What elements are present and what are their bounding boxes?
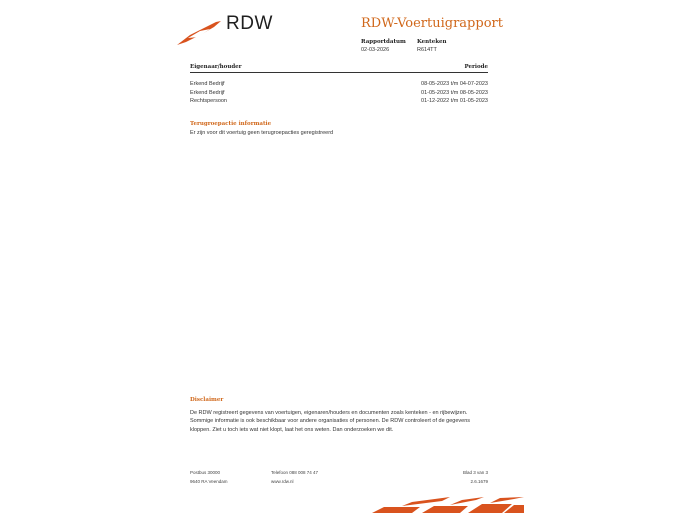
report-date-label: Rapportdatum: [361, 39, 406, 45]
recall-text: Er zijn voor dit voertuig geen terugroepacties geregistreerd: [190, 130, 334, 136]
logo-text: RDW: [226, 13, 273, 34]
plate-label: Kenteken: [417, 39, 447, 45]
period-cell: 01-12-2022 t/m 01-05-2023: [421, 98, 488, 104]
disclaimer-line: kloppen. Ziet u toch iets wat niet klopt, laat het ons weten. Dan onderzoeken we dit.: [190, 427, 394, 433]
footer-page-number: Blad 3 van 3: [462, 470, 488, 475]
rdw-logo-icon: [176, 20, 222, 46]
period-cell: 08-05-2023 t/m 04-07-2023: [421, 81, 488, 87]
recall-title: Terugroepactie informatie: [190, 121, 272, 127]
table-row: [190, 98, 488, 106]
footer-postcode: 9640 RA Veendam: [190, 479, 228, 484]
disclaimer-title: Disclaimer: [190, 397, 224, 403]
owner-cell: Erkend Bedrijf: [190, 90, 225, 96]
table-row: [190, 90, 488, 98]
report-date-value: 02-03-2026: [361, 47, 390, 53]
table-rule: [190, 72, 488, 73]
period-column-header: Periode: [464, 64, 488, 70]
disclaimer-line: De RDW registreert gegevens van voertuigen, eigenaren/houders en documenten zoals kenteken - en rijbewijzen.: [190, 410, 468, 416]
footer-doc-code: 2.6.1679: [470, 479, 488, 484]
footer-website-link[interactable]: www.rdw.nl: [271, 479, 294, 484]
disclaimer-line: Sommige informatie is ook beschikbaar voor andere organisaties of personen. De RDW controleert of de gegevens: [190, 418, 471, 424]
table-row: [190, 81, 488, 89]
owner-cell: Erkend Bedrijf: [190, 81, 225, 87]
document-title: RDW-Voertuigrapport: [361, 16, 503, 31]
plate-value: R614TT: [417, 47, 437, 53]
footer-phone: Telefoon 088 008 74 47: [271, 470, 319, 475]
period-cell: 01-05-2023 t/m 08-05-2023: [421, 90, 488, 96]
decorative-stripes-icon: [372, 497, 524, 514]
footer-postbus: Postbus 30000: [190, 470, 221, 475]
owner-cell: Rechtspersoon: [190, 98, 227, 104]
owner-column-header: Eigenaar/houder: [190, 64, 242, 70]
